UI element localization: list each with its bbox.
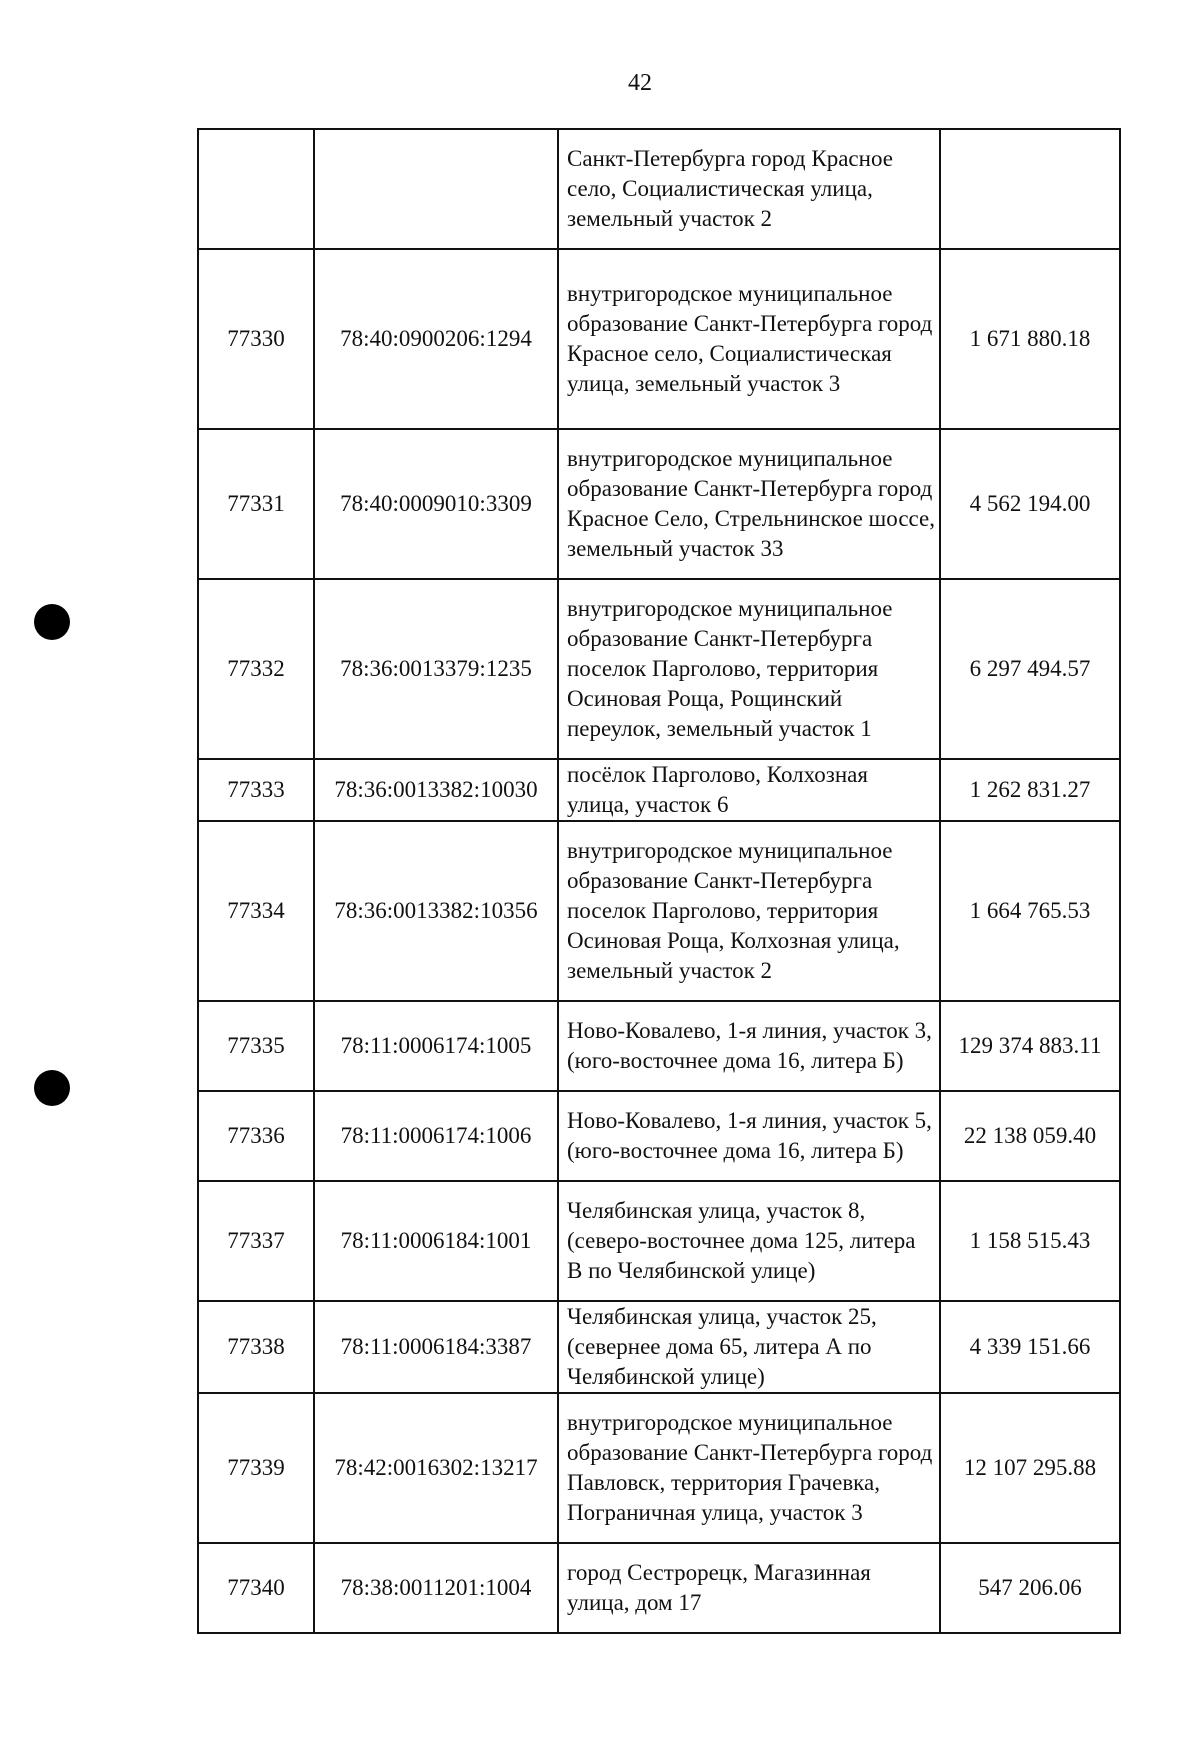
row-number: 77334 bbox=[198, 821, 314, 1001]
table-row bbox=[198, 1543, 1120, 1633]
cadastral-number: 78:38:0011201:1004 bbox=[314, 1543, 558, 1633]
cadastral-value: 4 339 151.66 bbox=[940, 1301, 1120, 1393]
row-number: 77340 bbox=[198, 1543, 314, 1633]
cadastral-number: 78:11:0006184:1001 bbox=[314, 1181, 558, 1301]
cadastral-value: 1 664 765.53 bbox=[940, 821, 1120, 1001]
cadastral-value: 1 262 831.27 bbox=[940, 759, 1120, 821]
cadastral-number bbox=[314, 129, 558, 249]
table-row bbox=[198, 1001, 1120, 1091]
row-number bbox=[198, 129, 314, 249]
page-number: 42 bbox=[628, 70, 652, 96]
row-number: 77330 bbox=[198, 249, 314, 429]
table-row bbox=[198, 1393, 1120, 1543]
row-number: 77336 bbox=[198, 1091, 314, 1181]
cadastral-number: 78:11:0006184:3387 bbox=[314, 1301, 558, 1393]
address: внутригородское муниципальное образование Санкт-Петербурга город Красное село, Социалистическая улица, земельный участок 3 bbox=[558, 249, 940, 429]
table-row bbox=[198, 759, 1120, 821]
cadastral-value: 6 297 494.57 bbox=[940, 579, 1120, 759]
row-number: 77338 bbox=[198, 1301, 314, 1393]
cadastral-value: 129 374 883.11 bbox=[940, 1001, 1120, 1091]
table-row bbox=[198, 579, 1120, 759]
cadastral-number: 78:42:0016302:13217 bbox=[314, 1393, 558, 1543]
table-row bbox=[198, 129, 1120, 249]
row-number: 77337 bbox=[198, 1181, 314, 1301]
cadastral-value bbox=[940, 129, 1120, 249]
address: внутригородское муниципальное образование Санкт-Петербурга город Красное Село, Стрельнинское шоссе, земельный участок 33 bbox=[558, 429, 940, 579]
cadastral-number: 78:11:0006174:1005 bbox=[314, 1001, 558, 1091]
cadastral-number: 78:11:0006174:1006 bbox=[314, 1091, 558, 1181]
address: Ново-Ковалево, 1-я линия, участок 3, (юго-восточнее дома 16, литера Б) bbox=[558, 1001, 940, 1091]
row-number: 77332 bbox=[198, 579, 314, 759]
address: внутригородское муниципальное образование Санкт-Петербурга поселок Парголово, территория Осиновая Роща, Колхозная улица, земельный участок 2 bbox=[558, 821, 940, 1001]
cadastral-number: 78:40:0009010:3309 bbox=[314, 429, 558, 579]
row-number: 77333 bbox=[198, 759, 314, 821]
cadastral-value-table bbox=[197, 128, 1121, 1634]
address: Челябинская улица, участок 8, (северо-восточнее дома 125, литера В по Челябинской улице) bbox=[558, 1181, 940, 1301]
cadastral-value: 1 158 515.43 bbox=[940, 1181, 1120, 1301]
cadastral-number: 78:36:0013379:1235 bbox=[314, 579, 558, 759]
address: посёлок Парголово, Колхозная улица, участок 6 bbox=[558, 759, 940, 821]
cadastral-value: 1 671 880.18 bbox=[940, 249, 1120, 429]
punch-hole-icon bbox=[34, 1070, 70, 1106]
cadastral-value: 12 107 295.88 bbox=[940, 1393, 1120, 1543]
address: Ново-Ковалево, 1-я линия, участок 5, (юго-восточнее дома 16, литера Б) bbox=[558, 1091, 940, 1181]
table-row bbox=[198, 249, 1120, 429]
cadastral-number: 78:40:0900206:1294 bbox=[314, 249, 558, 429]
address: Челябинская улица, участок 25, (севернее дома 65, литера А по Челябинской улице) bbox=[558, 1301, 940, 1393]
punch-hole-icon bbox=[34, 604, 70, 640]
address: город Сестрорецк, Магазинная улица, дом 17 bbox=[558, 1543, 940, 1633]
cadastral-value: 547 206.06 bbox=[940, 1543, 1120, 1633]
table-row bbox=[198, 821, 1120, 1001]
cadastral-value: 22 138 059.40 bbox=[940, 1091, 1120, 1181]
row-number: 77339 bbox=[198, 1393, 314, 1543]
row-number: 77331 bbox=[198, 429, 314, 579]
table-row bbox=[198, 1091, 1120, 1181]
table-row bbox=[198, 1181, 1120, 1301]
address: внутригородское муниципальное образование Санкт-Петербурга город Павловск, территория Грачевка, Пограничная улица, участок 3 bbox=[558, 1393, 940, 1543]
row-number: 77335 bbox=[198, 1001, 314, 1091]
cadastral-number: 78:36:0013382:10030 bbox=[314, 759, 558, 821]
table-row bbox=[198, 1301, 1120, 1393]
cadastral-value: 4 562 194.00 bbox=[940, 429, 1120, 579]
address: Санкт-Петербурга город Красное село, Социалистическая улица, земельный участок 2 bbox=[558, 129, 940, 249]
cadastral-number: 78:36:0013382:10356 bbox=[314, 821, 558, 1001]
address: внутригородское муниципальное образование Санкт-Петербурга поселок Парголово, территория Осиновая Роща, Рощинский переулок, земельный участок 1 bbox=[558, 579, 940, 759]
table-row bbox=[198, 429, 1120, 579]
